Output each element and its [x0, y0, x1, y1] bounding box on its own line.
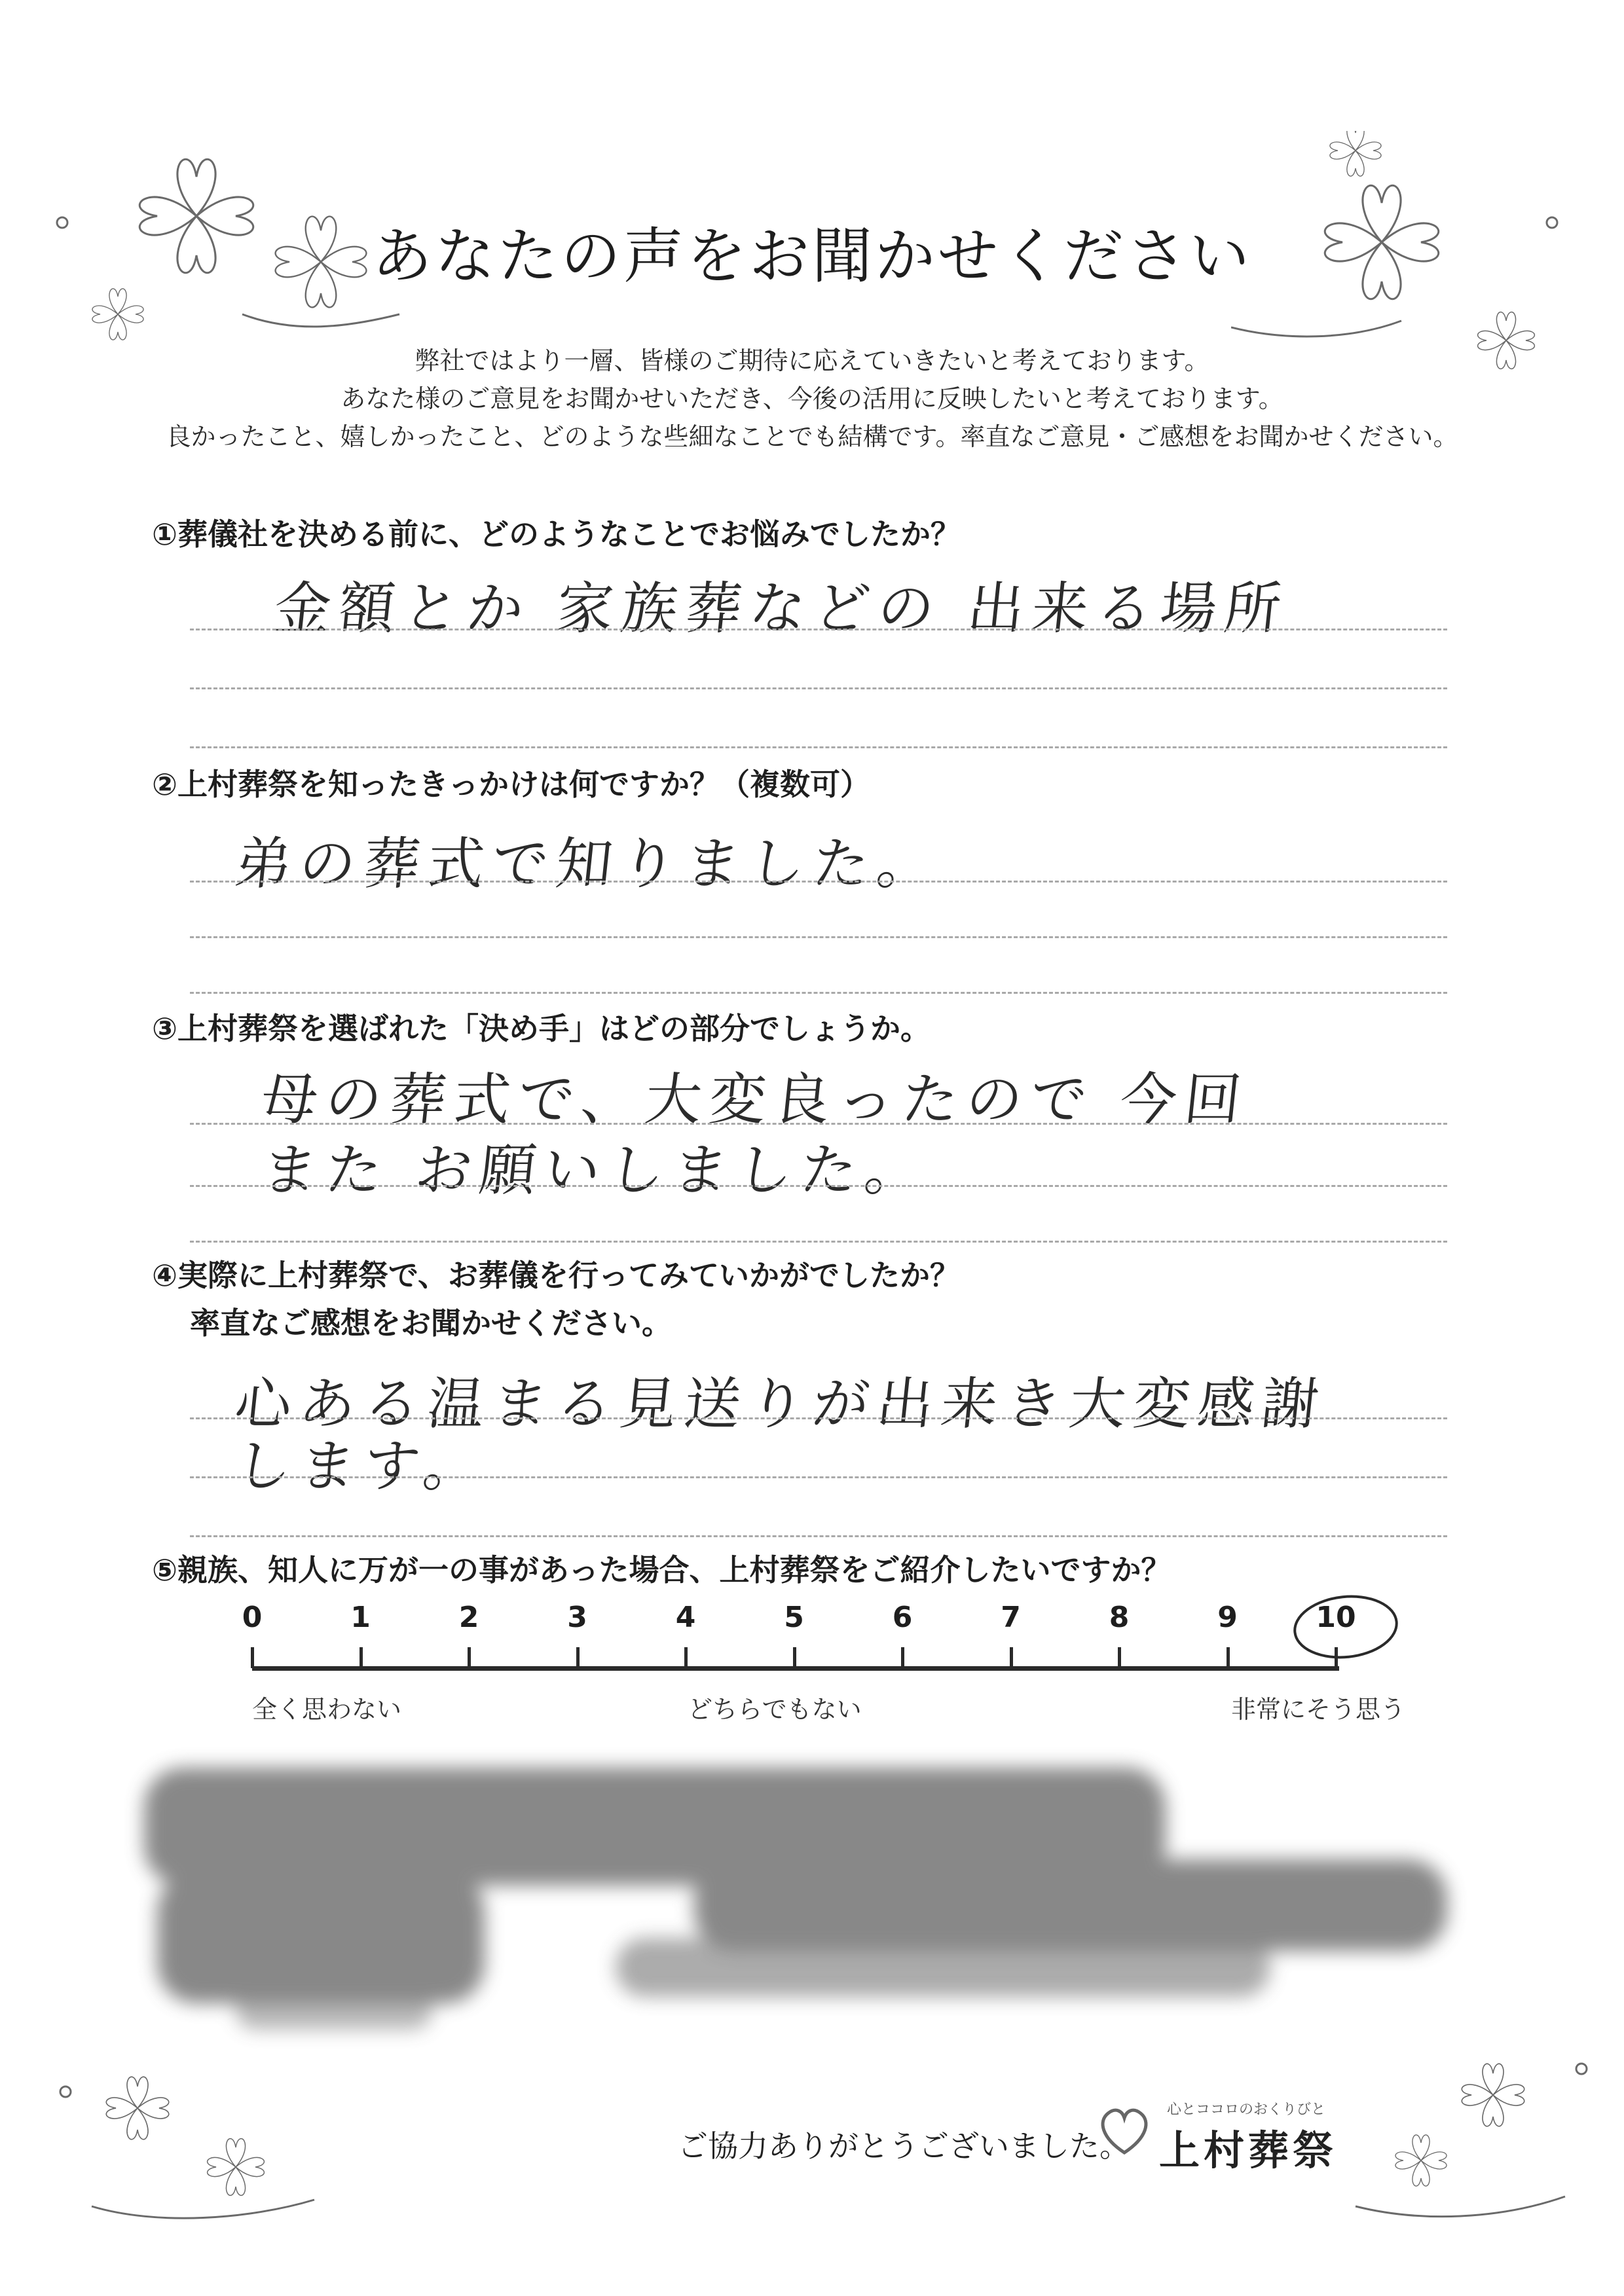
answer-rule: [190, 1535, 1447, 1537]
rating-tick: [1227, 1647, 1230, 1668]
page-title: あなたの声をお聞かせください: [371, 221, 1252, 291]
redacted-area: [105, 1741, 1519, 2069]
question-3-answer-line-2: また お願いしました。: [257, 1138, 932, 1203]
question-3-answer-line-1: 母の葬式で、大変良ったので 今回: [257, 1067, 1253, 1133]
rating-label-low: 全く思わない: [252, 1695, 402, 1724]
rating-option-9: 9: [1217, 1601, 1238, 1634]
rating-tick: [684, 1647, 688, 1668]
rating-option-7: 7: [1001, 1601, 1021, 1634]
rating-option-0: 0: [242, 1601, 263, 1634]
rating-label-high: 非常にそう思う: [1231, 1695, 1406, 1724]
rating-option-8: 8: [1109, 1601, 1130, 1634]
brand-tagline: 心とココロのおくりびと: [1167, 2102, 1326, 2118]
four-leaf-clover-icon: [208, 2139, 265, 2196]
question-1-label: ①葬儀社を決める前に、どのようなことでお悩みでしたか？: [152, 517, 961, 552]
rating-tick: [901, 1647, 904, 1668]
intro-line: あなた様のご意見をお聞かせいただき、今後の活用に反映したいと考えております。: [341, 384, 1283, 413]
question-2-answer: 弟の葬式で知りました。: [231, 831, 945, 897]
answer-rule: [190, 1185, 1447, 1187]
rating-option-5: 5: [784, 1601, 804, 1634]
answer-rule: [190, 1241, 1447, 1243]
four-leaf-clover-icon: [1462, 2064, 1524, 2126]
rating-tick: [251, 1647, 254, 1668]
answer-rule: [190, 687, 1447, 689]
rating-label-mid: どちらでもない: [688, 1695, 862, 1724]
question-1-answer: 金額とか 家族葬などの 出来る場所: [270, 576, 1293, 642]
rating-option-1: 1: [350, 1601, 371, 1634]
question-3-label: ③上村葬祭を選ばれた「決め手」はどの部分でしょうか。: [152, 1011, 931, 1046]
rating-option-6: 6: [892, 1601, 913, 1634]
rating-tick: [1118, 1647, 1121, 1668]
heart-logo-icon: [1095, 2102, 1154, 2160]
brand-name: 上村葬祭: [1159, 2126, 1338, 2174]
rating-tick: [360, 1647, 363, 1668]
four-leaf-clover-icon: [1395, 2135, 1447, 2186]
rating-option-4: 4: [675, 1601, 696, 1634]
answer-rule: [190, 629, 1447, 630]
answer-rule: [190, 936, 1447, 938]
answer-rule: [190, 1123, 1447, 1125]
four-leaf-clover-icon: [1330, 131, 1381, 176]
answer-rule: [190, 881, 1447, 883]
rating-option-3: 3: [567, 1601, 587, 1634]
question-4-label: ④実際に上村葬祭で、お葬儀を行ってみていかがでしたか？: [152, 1258, 961, 1293]
thanks-message: ご協力ありがとうございました。: [678, 2128, 1130, 2164]
answer-rule: [190, 1476, 1447, 1478]
question-4-answer-line-2: します。: [231, 1434, 491, 1499]
rating-option-2: 2: [458, 1601, 479, 1634]
four-leaf-clover-icon: [106, 2077, 168, 2139]
answer-rule: [190, 746, 1447, 748]
question-4-answer-line-1: 心ある温まる見送りが出来き大変感謝: [231, 1372, 1330, 1437]
answer-rule: [190, 992, 1447, 994]
question-4-sublabel: 率直なご感想をお聞かせください。: [190, 1305, 672, 1341]
question-2-label: ②上村葬祭を知ったきっかけは何ですか？（複数可）: [152, 767, 870, 802]
intro-line: 弊社ではより一層、皆様のご期待に応えていきたいと考えております。: [415, 346, 1209, 375]
rating-tick: [1010, 1647, 1013, 1668]
answer-rule: [190, 1417, 1447, 1419]
rating-option-10: 10: [1316, 1601, 1356, 1634]
rating-tick: [576, 1647, 580, 1668]
question-5-label: ⑤親族、知人に万が一の事があった場合、上村葬祭をご紹介したいですか？: [152, 1552, 1172, 1588]
rating-tick: [468, 1647, 471, 1668]
four-leaf-clover-icon: [92, 289, 143, 340]
intro-line: 良かったこと、嬉しかったこと、どのような些細なことでも結構です。率直なご意見・ご感想をお聞かせください。: [166, 422, 1458, 451]
rating-tick: [793, 1647, 796, 1668]
selected-rating-circle: [1287, 1588, 1405, 1666]
